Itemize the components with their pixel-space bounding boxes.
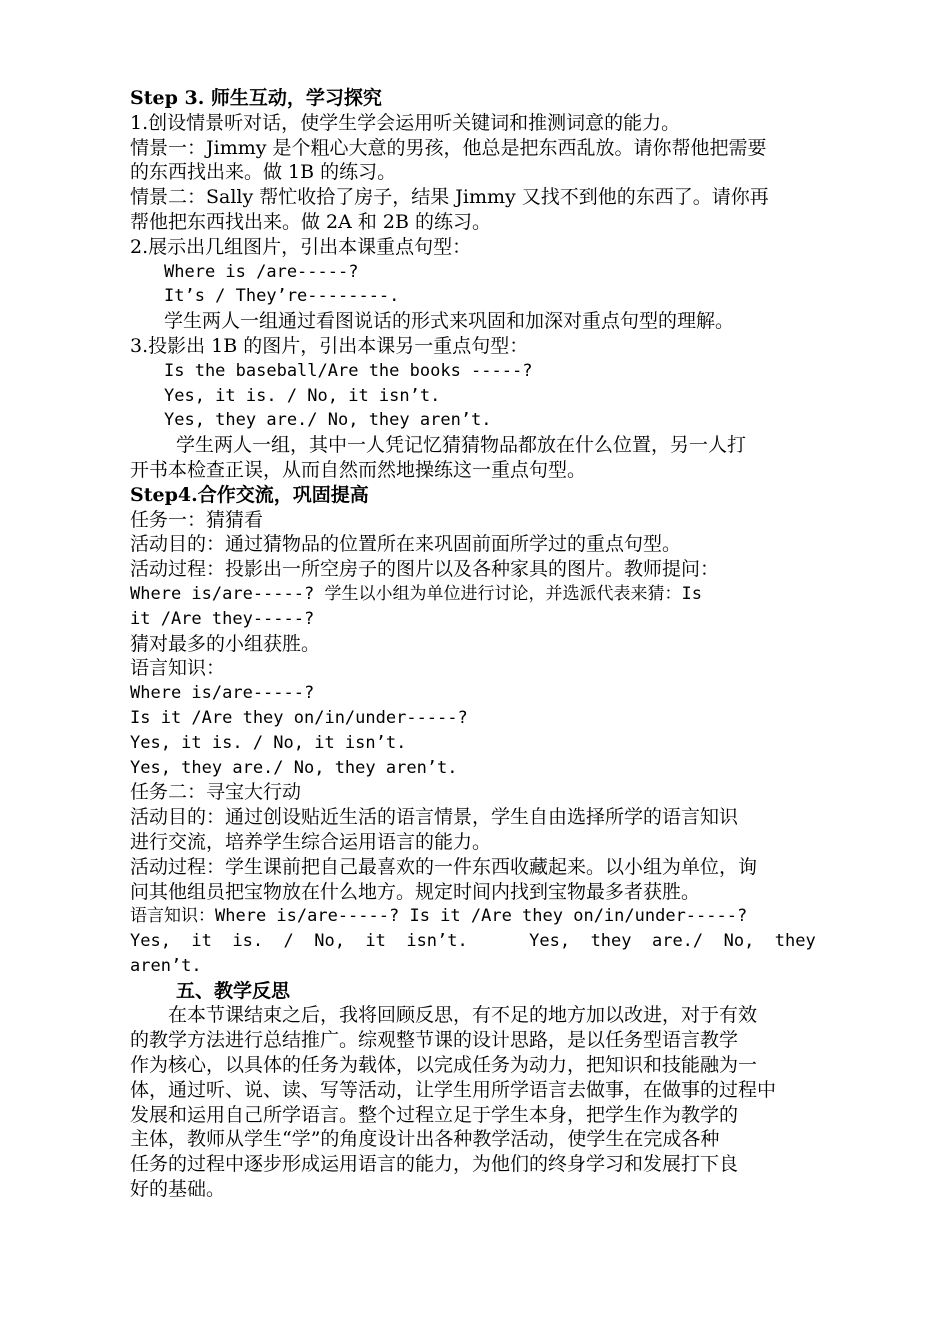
paragraph-line: 好的基础。 [130,1178,226,1201]
paragraph-line: 猜对最多的小组获胜。 [130,632,321,655]
paragraph-line: 活动目的：通过创设贴近生活的语言情景，学生自由选择所学的语言知识 [130,806,739,829]
paragraph-line: it /Are they-----? [130,608,315,629]
paragraph-line: 学生两人一组，其中一人凭记忆猜猜物品都放在什么位置，另一人打 [176,434,747,457]
paragraph-line: 学生两人一组通过看图说话的形式来巩固和加深对重点句型的理解。 [164,310,735,333]
paragraph-line: 语言知识： [130,657,226,680]
paragraph-line: aren’t. [130,955,202,976]
sentence-pattern-line: Yes, they are./ No, they aren’t. [130,757,458,778]
sentence-pattern-line: Is the baseball/Are the books -----? [164,360,533,381]
paragraph-line: Where is/are-----? 学生以小组为单位进行讨论，并选派代表来猜：Is [130,583,702,604]
paragraph-line: 体，通过听、说、读、写等活动，让学生用所学语言去做事，在做事的过程中 [130,1078,777,1101]
sentence-pattern-line: Yes, they are./ No, they aren’t. [164,410,492,431]
paragraph-line: Yes, it is. / No, it isn’t. Yes, they are./ No, they [130,931,816,952]
reflection-heading: 五、教学反思 [176,979,291,1002]
paragraph-line: 主体，教师从学生“学”的角度设计出各种教学活动，使学生在完成各种 [130,1128,720,1151]
paragraph-line: 问其他组员把宝物放在什么地方。规定时间内找到宝物最多者获胜。 [130,880,701,903]
sentence-pattern-line: Yes, it is. / No, it isn’t. [130,732,407,753]
paragraph-line: 在本节课结束之后，我将回顾反思，有不足的地方加以改进，对于有效 [168,1004,758,1027]
paragraph-line: 作为核心，以具体的任务为载体，以完成任务为动力，把知识和技能融为一 [130,1054,758,1077]
paragraph-line: 开书本检查正误，从而自然而然地操练这一重点句型。 [130,458,587,481]
paragraph-line: 情景二：Sally 帮忙收拾了房子，结果 Jimmy 又找不到他的东西了。请你再 [130,186,769,209]
paragraph-line: 3.投影出 1B 的图片，引出本课另一重点句型： [130,334,529,357]
paragraph-line: 帮他把东西找出来。做 2A 和 2B 的练习。 [130,210,492,233]
task-title: 任务一：猜猜看 [130,508,264,531]
paragraph-line: 的教学方法进行总结推广。综观整节课的设计思路，是以任务型语言教学 [130,1029,739,1052]
document-page [130,86,850,1202]
step4-heading: Step4.合作交流，巩固提高 [130,483,369,506]
paragraph-line: 发展和运用自己所学语言。整个过程立足于学生本身，把学生作为教学的 [130,1103,739,1126]
paragraph-line: 任务的过程中逐步形成运用语言的能力，为他们的终身学习和发展打下良 [130,1153,739,1176]
task-title: 任务二：寻宝大行动 [130,781,302,804]
paragraph-line: 1.创设情景听对话，使学生学会运用听关键词和推测词意的能力。 [130,111,681,134]
paragraph-line: 语言知识：Where is/are-----? Is it /Are they on/in/under-----? [130,906,748,927]
step3-heading: Step 3. 师生互动，学习探究 [130,87,382,109]
paragraph-line: 2.展示出几组图片，引出本课重点句型： [130,235,472,258]
paragraph-line: 活动目的：通过猜物品的位置所在来巩固前面所学过的重点句型。 [130,533,682,556]
paragraph-line: 情景一：Jimmy 是个粗心大意的男孩，他总是把东西乱放。请你帮他把需要 [130,136,767,159]
paragraph-line: 的东西找出来。做 1B 的练习。 [130,161,397,184]
sentence-pattern-line: It’s / They’re--------. [164,286,400,307]
sentence-pattern-line: Is it /Are they on/in/under-----? [130,707,468,728]
sentence-pattern-line: Where is/are-----? [130,683,315,704]
sentence-pattern-line: Yes, it is. / No, it isn’t. [164,385,441,406]
paragraph-line: 活动过程：投影出一所空房子的图片以及各种家具的图片。教师提问： [130,558,720,581]
paragraph-line: 进行交流，培养学生综合运用语言的能力。 [130,830,492,853]
paragraph-line: 活动过程：学生课前把自己最喜欢的一件东西收藏起来。以小组为单位，询 [130,855,758,878]
sentence-pattern-line: Where is /are-----? [164,261,359,282]
